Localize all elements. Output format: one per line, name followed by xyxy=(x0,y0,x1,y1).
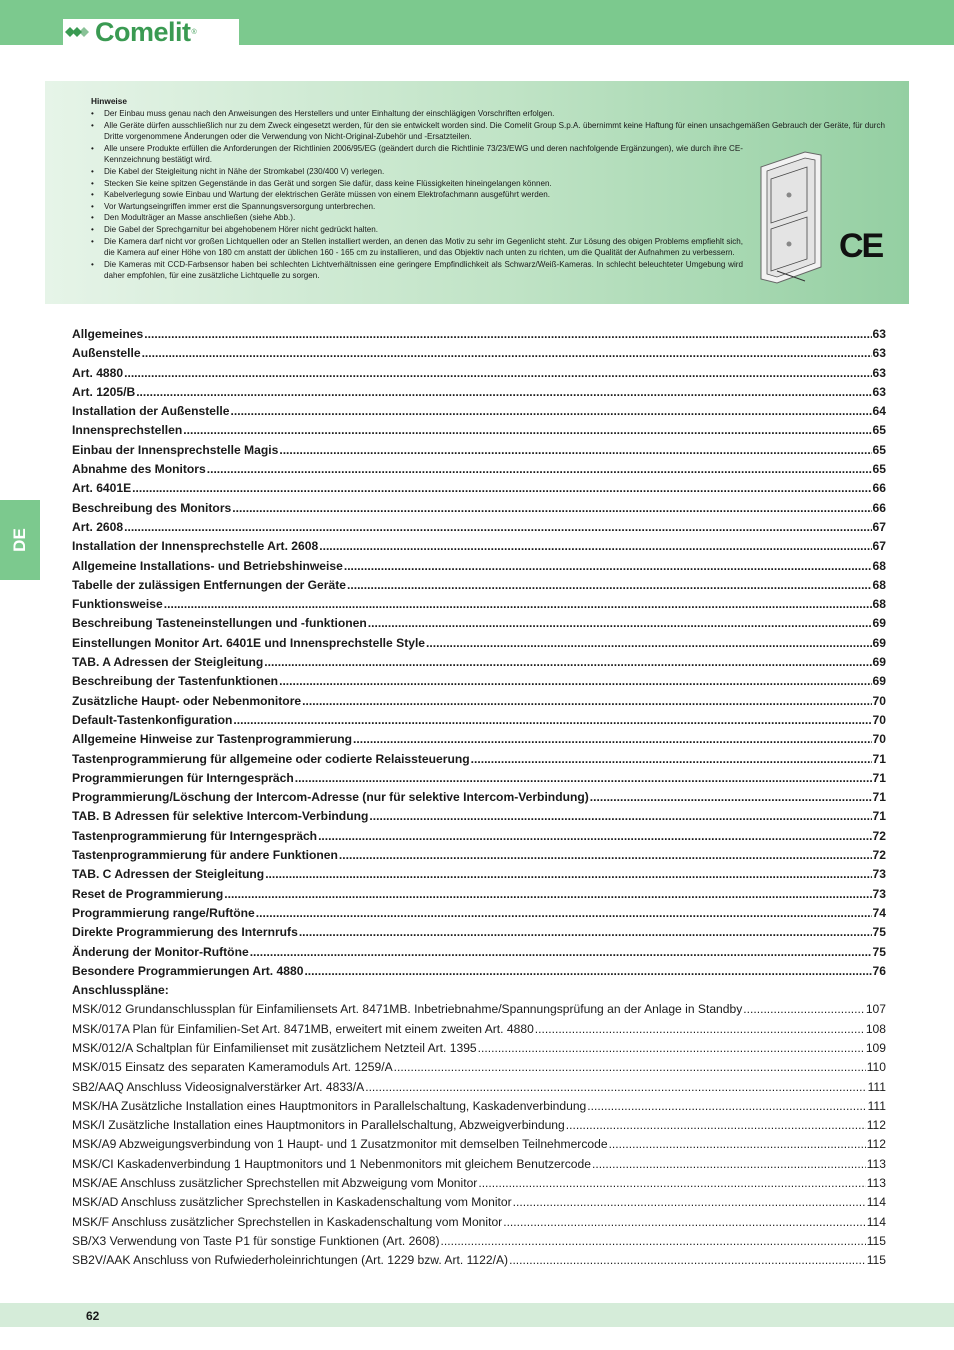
toc-entry-title: SB/X3 Verwendung von Taste P1 für sonstige Funktionen (Art. 2608) xyxy=(72,1233,440,1248)
toc-entry-title: Art. 2608 xyxy=(72,519,124,534)
toc-entry[interactable] xyxy=(72,1060,886,1079)
toc-entry[interactable] xyxy=(72,597,886,616)
toc-entry[interactable] xyxy=(72,578,886,597)
toc-entry[interactable] xyxy=(72,752,886,771)
toc-entry-title: Beschreibung des Monitors xyxy=(72,500,232,515)
toc-entry[interactable] xyxy=(72,443,886,462)
toc-entry-page: 63 xyxy=(872,346,886,361)
toc-entry-title: MSK/AE Anschluss zusätzlicher Sprechstellen mit Abzweigung vom Monitor xyxy=(72,1176,478,1191)
toc-leader-dots xyxy=(142,346,872,360)
note-item: • Den Modulträger an Masse anschließen (siehe Abb.). xyxy=(91,212,743,224)
toc-entry-page: 67 xyxy=(872,539,886,554)
toc-entry[interactable] xyxy=(72,1137,886,1156)
toc-entry-title: Allgemeine Hinweise zur Tastenprogrammierung xyxy=(72,732,353,747)
toc-entry[interactable] xyxy=(72,655,886,674)
toc-leader-dots xyxy=(513,1195,866,1209)
toc-entry-title: TAB. C Adressen der Steigleitung xyxy=(72,867,265,882)
toc-entry-page: 113 xyxy=(866,1176,886,1191)
toc-leader-dots xyxy=(590,790,872,804)
toc-entry-page: 71 xyxy=(872,770,886,785)
toc-entry[interactable] xyxy=(72,520,886,539)
toc-leader-dots xyxy=(471,752,872,766)
toc-entry-page: 112 xyxy=(866,1137,886,1152)
toc-leader-dots xyxy=(124,520,871,534)
toc-entry-title: Abnahme des Monitors xyxy=(72,462,206,477)
toc-entry-title: Änderung der Monitor-Ruftöne xyxy=(72,944,249,959)
toc-entry[interactable] xyxy=(72,829,886,848)
toc-leader-dots xyxy=(279,674,871,688)
toc-entry[interactable] xyxy=(72,732,886,751)
toc-leader-dots xyxy=(265,867,871,881)
toc-entry[interactable] xyxy=(72,1234,886,1253)
toc-entry-page: 69 xyxy=(872,635,886,650)
toc-entry[interactable] xyxy=(72,539,886,558)
toc-entry-page: 63 xyxy=(872,327,886,341)
note-item: • Vor Wartungseingriffen immer erst die Spannungsversorgung unterbrechen. xyxy=(91,201,743,213)
note-item: • Die Kameras mit CCD-Farbsensor haben bei schlechten Lichtverhältnissen eine geringere Empfindlichkeit als Schwarz/Weiß-Kameras. In schlecht beleuchteter Umgebung wird daher empfohlen, für eine zusätzliche Lichtquelle zu sorgen. xyxy=(91,259,743,282)
toc-leader-dots xyxy=(144,327,871,341)
toc-entry-page: 75 xyxy=(872,925,886,940)
toc-entry[interactable] xyxy=(72,1253,886,1272)
toc-entry[interactable] xyxy=(72,906,886,925)
toc-leader-dots xyxy=(183,423,871,437)
toc-entry[interactable] xyxy=(72,771,886,790)
toc-entry-title: MSK/A9 Abzweigungsverbindung von 1 Haupt- und 1 Zusatzmonitor mit demselben Teilnehmercode xyxy=(72,1137,608,1152)
toc-entry-page: 67 xyxy=(872,519,886,534)
toc-entry-page: 73 xyxy=(872,886,886,901)
toc-leader-dots xyxy=(609,1137,866,1151)
toc-leader-dots xyxy=(232,501,871,515)
toc-entry-title: Beschreibung der Tastenfunktionen xyxy=(72,674,279,689)
toc-entry-page: 108 xyxy=(865,1021,886,1036)
toc-entry-page: 113 xyxy=(866,1156,886,1171)
toc-leader-dots xyxy=(233,713,871,727)
toc-entry-page: 76 xyxy=(872,963,886,978)
toc-entry-page: 68 xyxy=(872,597,886,612)
toc-entry[interactable] xyxy=(72,1041,886,1060)
toc-leader-dots xyxy=(566,1118,866,1132)
toc-entry-title: Programmierung range/Ruftöne xyxy=(72,905,255,920)
toc-entry[interactable] xyxy=(72,346,886,365)
toc-entry-page: 72 xyxy=(872,828,886,843)
toc-entry[interactable] xyxy=(72,1195,886,1214)
note-item: • Alle Geräte dürfen ausschließlich nur zu dem Zweck eingesetzt werden, für den sie entwickelt worden sind. Die Comelit Group S.p.A. übernimmt keine Haftung für einen unsachgemäßen Gebrauch der Geräte, für durch Dritte vorgenommene Änderungen oder die Verwendung von Nicht-Original-Zubehör und -Ersatzteilen. xyxy=(91,120,885,143)
toc-entry-title: MSK/F Anschluss zusätzlicher Sprechstellen in Kaskadenschaltung vom Monitor xyxy=(72,1214,503,1229)
toc-leader-dots xyxy=(318,829,871,843)
toc-entry-page: 111 xyxy=(867,1079,886,1094)
toc-leader-dots xyxy=(299,925,872,939)
toc-leader-dots xyxy=(478,1041,865,1055)
toc-leader-dots xyxy=(368,616,872,630)
toc-entry[interactable] xyxy=(72,1118,886,1137)
toc-entry[interactable] xyxy=(72,925,886,944)
toc-leader-dots xyxy=(264,655,871,669)
toc-entry-title: Direkte Programmierung des Internrufs xyxy=(72,925,298,940)
toc-entry-title: Allgemeine Installations- und Betriebshinweise xyxy=(72,558,343,573)
toc-entry[interactable] xyxy=(72,462,886,481)
toc-entry-page: 68 xyxy=(872,577,886,592)
toc-entry[interactable] xyxy=(72,1022,886,1041)
toc-entry[interactable] xyxy=(72,1157,886,1176)
toc-entry-title: Tabelle der zulässigen Entfernungen der Geräte xyxy=(72,577,346,592)
toc-leader-dots xyxy=(743,1002,865,1016)
toc-leader-dots xyxy=(304,964,871,978)
toc-entry-page: 73 xyxy=(872,867,886,882)
toc-entry-title: Installation der Innensprechstelle Art. 2608 xyxy=(72,539,319,554)
toc-entry-page: 75 xyxy=(872,944,886,959)
toc-leader-dots xyxy=(124,366,871,380)
toc-entry-title: Installation der Außenstelle xyxy=(72,404,230,419)
ce-mark: CE xyxy=(839,227,883,265)
toc-entry-page: 72 xyxy=(872,848,886,863)
toc-entry-page: 115 xyxy=(866,1233,886,1248)
toc-leader-dots xyxy=(441,1234,866,1248)
toc-entry-title: Innensprechstellen xyxy=(72,423,183,438)
toc-entry-title: MSK/AD Anschluss zusätzlicher Sprechstellen in Kaskadenschaltung vom Monitor xyxy=(72,1195,512,1210)
toc-entry-title: MSK/012/A Schaltplan für Einfamilienset mit zusätzlichem Netzteil Art. 1395 xyxy=(72,1040,477,1055)
brand-name: Comelit xyxy=(95,17,191,47)
toc-leader-dots xyxy=(365,1080,866,1094)
toc-entry-title: MSK/015 Einsatz des separaten Kameramoduls Art. 1259/A xyxy=(72,1060,393,1075)
toc-leader-dots xyxy=(230,404,871,418)
toc-entry-page: 70 xyxy=(872,693,886,708)
toc-entry-title: MSK/CI Kaskadenverbindung 1 Hauptmonitors und 1 Nebenmonitors mit gleichem Benutzercode xyxy=(72,1156,591,1171)
toc-entry-title: Beschreibung Tasteneinstellungen und -funktionen xyxy=(72,616,367,631)
toc-entry[interactable] xyxy=(72,1099,886,1118)
toc-entry[interactable] xyxy=(72,385,886,404)
toc-entry[interactable] xyxy=(72,694,886,713)
toc-entry-title: MSK/012 Grundanschlussplan für Einfamiliensets Art. 8471MB. Inbetriebnahme/Spannungsprüfung an der Anlage in Standby xyxy=(72,1002,743,1017)
toc-entry[interactable] xyxy=(72,366,886,385)
toc-leader-dots xyxy=(132,481,871,495)
toc-leader-dots xyxy=(347,578,872,592)
toc-entry-page: 107 xyxy=(865,1002,886,1017)
toc-entry-title: Besondere Programmierungen Art. 4880 xyxy=(72,963,304,978)
toc-entry-page: 112 xyxy=(866,1118,886,1133)
toc-entry[interactable] xyxy=(72,809,886,828)
toc-entry-page: 70 xyxy=(872,732,886,747)
toc-entry-title: Art. 1205/B xyxy=(72,384,136,399)
toc-leader-dots xyxy=(256,906,872,920)
toc-leader-dots xyxy=(478,1176,865,1190)
toc-entry[interactable] xyxy=(72,1002,886,1021)
toc-entry-title: Tastenprogrammierung für allgemeine oder codierte Relaissteuerung xyxy=(72,751,470,766)
toc-entry-title: Programmierung/Löschung der Intercom-Adresse (nur für selektive Intercom-Verbindung) xyxy=(72,790,589,805)
toc-entry[interactable] xyxy=(72,964,886,983)
toc-entry-page: 66 xyxy=(872,500,886,515)
toc-entry-title: MSK/017A Plan für Einfamilien-Set Art. 8471MB, erweitert mit einem zweiten Art. 4880 xyxy=(72,1021,534,1036)
toc-leader-dots xyxy=(509,1253,866,1267)
toc-leader-dots xyxy=(535,1022,865,1036)
note-item: • Kabelverlegung sowie Einbau und Wartung der elektrischen Geräte müssen von einem Elektrofachmann ausgeführt werden. xyxy=(91,189,743,201)
toc-entry-page: 74 xyxy=(872,905,886,920)
toc-entry-title: MSK/HA Zusätzliche Installation eines Hauptmonitors in Parallelschaltung, Kaskadenverbindung xyxy=(72,1098,587,1113)
page-number: 62 xyxy=(86,1309,100,1323)
toc-entry[interactable] xyxy=(72,674,886,693)
toc-entry-title: SB2V/AAK Anschluss von Rufwiederholeinrichtungen (Art. 1229 bzw. Art. 1122/A) xyxy=(72,1253,509,1268)
toc-entry-page: 69 xyxy=(872,616,886,631)
toc-leader-dots xyxy=(207,462,872,476)
note-item: • Alle unsere Produkte erfüllen die Anforderungen der Richtlinien 2006/95/EG (geändert durch die Richtlinie 73/23/EWG und deren nachfolgende Ergänzungen), wie durch ihre CE-Kennzeichnung bestätigt wird. xyxy=(91,143,743,166)
toc-entry-page: 114 xyxy=(866,1195,886,1210)
toc-entry-page: 68 xyxy=(872,558,886,573)
toc-entry-title: Art. 4880 xyxy=(72,365,124,380)
note-item: • Der Einbau muss genau nach den Anweisungen des Herstellers und unter Einhaltung der einschlägigen Vorschriften erfolgen. xyxy=(91,108,885,120)
toc-entry-title: Funktionsweise xyxy=(72,597,163,612)
toc-entry[interactable] xyxy=(72,481,886,500)
toc-leader-dots xyxy=(353,732,872,746)
toc-entry[interactable] xyxy=(72,404,886,423)
toc-entry-title: Einbau der Innensprechstelle Magis xyxy=(72,442,279,457)
toc-entry-title: Default-Tastenkonfiguration xyxy=(72,712,233,727)
language-tab-label: DE xyxy=(10,528,29,552)
toc-entry-title: TAB. A Adressen der Steigleitung xyxy=(72,655,264,670)
note-item: • Stecken Sie keine spitzen Gegenstände in das Gerät und sorgen Sie dafür, dass keine Flüssigkeiten hineingelangen können. xyxy=(91,178,743,190)
footer-bar xyxy=(0,1303,954,1327)
toc-entry-title: Außenstelle xyxy=(72,346,141,361)
toc-entry[interactable] xyxy=(72,848,886,867)
toc-entry[interactable] xyxy=(72,1215,886,1234)
toc-entry[interactable] xyxy=(72,867,886,886)
toc-entry[interactable] xyxy=(72,887,886,906)
toc-leader-dots xyxy=(250,945,872,959)
toc-entry[interactable] xyxy=(72,1176,886,1195)
comelit-mark-icon xyxy=(63,22,91,42)
toc-entry-page: 63 xyxy=(872,365,886,380)
toc-entry-title: Tastenprogrammierung für andere Funktionen xyxy=(72,848,338,863)
toc-entry-page: 114 xyxy=(866,1214,886,1229)
note-item: • Die Kamera darf nicht vor großen Lichtquellen oder an Stellen installiert werden, an denen das Motiv zu sehr im Gegenlicht steht. Zur Lösung des obigen Problems empfiehlt sich, die Kamera auf einer Höhe von 180 cm anstatt der üblichen 160 - 165 cm zu installieren, und das Objektiv nach unten zu richten, um die Qualität der Aufnahmen zu verbessern. xyxy=(91,236,743,259)
table-of-contents xyxy=(72,327,886,1273)
toc-entry-title: Zusätzliche Haupt- oder Nebenmonitore xyxy=(72,693,302,708)
notes-title: Hinweise xyxy=(91,96,127,106)
toc-entry-page: 66 xyxy=(872,481,886,496)
toc-entry-title: Art. 6401E xyxy=(72,481,132,496)
brand-logo xyxy=(63,19,239,45)
toc-entry-page: 71 xyxy=(872,790,886,805)
toc-entry[interactable] xyxy=(72,790,886,809)
note-item: • Die Kabel der Steigleitung nicht in Nähe der Stromkabel (230/400 V) verlegen. xyxy=(91,166,743,178)
toc-entry-page: 65 xyxy=(872,442,886,457)
toc-entry-title: Allgemeines xyxy=(72,327,144,341)
toc-entry-title: Programmierungen für Interngespräch xyxy=(72,770,294,785)
toc-entry-page: 65 xyxy=(872,462,886,477)
toc-leader-dots xyxy=(592,1157,866,1171)
toc-leader-dots xyxy=(136,385,871,399)
language-tab xyxy=(0,500,40,580)
toc-entry-page: 115 xyxy=(866,1253,886,1268)
toc-entry-page: 69 xyxy=(872,655,886,670)
toc-entry-title: SB2/AAQ Anschluss Videosignalverstärker Art. 4833/A xyxy=(72,1079,365,1094)
toc-leader-dots xyxy=(279,443,871,457)
toc-entry-title: MSK/I Zusätzliche Installation eines Hauptmonitors in Parallelschaltung, Abzweigverbindung xyxy=(72,1118,565,1133)
toc-leader-dots xyxy=(394,1060,866,1074)
toc-entry[interactable] xyxy=(72,327,886,346)
toc-leader-dots xyxy=(295,771,872,785)
toc-leader-dots xyxy=(164,597,872,611)
notes-box xyxy=(45,81,909,304)
note-item: • Die Gabel der Sprechgarnitur bei abgehobenem Hörer nicht gedrückt halten. xyxy=(91,224,743,236)
toc-entry-page: 110 xyxy=(866,1060,886,1075)
toc-leader-dots xyxy=(426,636,872,650)
toc-leader-dots xyxy=(319,539,871,553)
toc-entry-title: Einstellungen Monitor Art. 6401E und Innensprechstelle Style xyxy=(72,635,426,650)
toc-entry[interactable] xyxy=(72,1080,886,1099)
toc-leader-dots xyxy=(503,1215,866,1229)
toc-leader-dots xyxy=(344,559,872,573)
toc-entry[interactable] xyxy=(72,501,886,520)
toc-entry-page: 69 xyxy=(872,674,886,689)
toc-leader-dots xyxy=(302,694,871,708)
toc-entry-page: 71 xyxy=(872,809,886,824)
toc-entry[interactable] xyxy=(72,945,886,964)
toc-section-heading: Anschlusspläne: xyxy=(72,983,169,998)
toc-entry[interactable] xyxy=(72,616,886,635)
toc-entry[interactable] xyxy=(72,559,886,578)
toc-entry-page: 109 xyxy=(865,1040,886,1055)
toc-entry-page: 111 xyxy=(867,1098,886,1113)
toc-entry-page: 70 xyxy=(872,712,886,727)
toc-leader-dots xyxy=(587,1099,866,1113)
toc-entry[interactable] xyxy=(72,636,886,655)
toc-leader-dots xyxy=(369,809,871,823)
toc-entry-page: 64 xyxy=(872,404,886,419)
toc-entry-page: 63 xyxy=(872,384,886,399)
toc-entry-page: 65 xyxy=(872,423,886,438)
toc-entry-title: Tastenprogrammierung für Interngespräch xyxy=(72,828,318,843)
toc-leader-dots xyxy=(339,848,872,862)
toc-entry[interactable] xyxy=(72,713,886,732)
toc-entry-page: 71 xyxy=(872,751,886,766)
toc-entry-title: Reset de Programmierung xyxy=(72,886,224,901)
toc-entry-title: TAB. B Adressen für selektive Intercom-Verbindung xyxy=(72,809,369,824)
brand-reg: ® xyxy=(191,28,197,36)
toc-entry[interactable] xyxy=(72,423,886,442)
toc-leader-dots xyxy=(224,887,871,901)
module-holder-illustration xyxy=(747,149,827,289)
